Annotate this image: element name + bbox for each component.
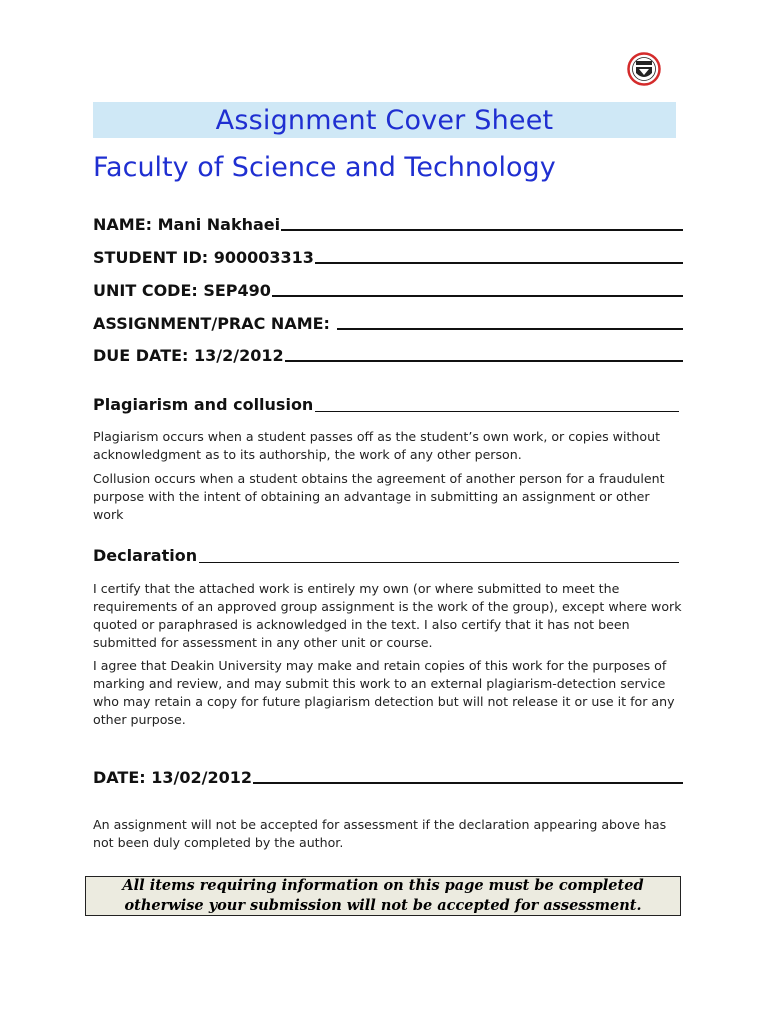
declaration-paragraph-1: I certify that the attached work is entirely my own (or where submitted to meet the requirements of an approved group assignment is the work of the group), except where work quoted or paraphrased is acknowledged in the text. I also certify that it has not been submitted for assessment in any other unit or course. <box>93 581 682 650</box>
faculty-heading: Faculty of Science and Technology <box>93 152 556 183</box>
unit-code-field <box>93 278 683 300</box>
unit-code-value: UNIT CODE: SEP490 <box>93 281 271 300</box>
plagiarism-paragraph-1: Plagiarism occurs when a student passes off as the student’s own work, or copies without acknowledgment as to its authorship, the work of any other person. <box>93 429 661 462</box>
unit-code-underline <box>272 295 683 297</box>
due-date-field <box>93 343 683 365</box>
assignment-name-underline <box>337 328 683 330</box>
plagiarism-heading-text: Plagiarism and collusion <box>93 395 314 414</box>
deakin-logo-icon <box>626 52 662 86</box>
declaration-heading <box>93 543 679 565</box>
date-value: DATE: 13/02/2012 <box>93 768 252 787</box>
name-field <box>93 212 683 234</box>
footer-note: An assignment will not be accepted for assessment if the declaration appearing above has not been duly completed by the author. <box>93 817 667 850</box>
due-date-value: DUE DATE: 13/2/2012 <box>93 346 284 365</box>
assignment-name-label: ASSIGNMENT/PRAC NAME: <box>93 314 336 333</box>
completion-notice <box>85 876 681 916</box>
date-underline <box>253 782 683 784</box>
name-underline <box>281 229 683 231</box>
date-field <box>93 765 683 787</box>
assignment-name-field <box>93 311 683 333</box>
notice-line-2: otherwise your submission will not be accepted for assessment. <box>124 897 642 914</box>
declaration-heading-rule <box>199 562 679 563</box>
title-banner <box>93 102 676 138</box>
student-id-field <box>93 245 683 267</box>
notice-line-1: All items requiring information on this page must be completed <box>122 877 644 894</box>
due-date-underline <box>285 360 683 362</box>
name-value: NAME: Mani Nakhaei <box>93 215 281 234</box>
student-id-underline <box>315 262 683 264</box>
page-title: Assignment Cover Sheet <box>215 104 554 136</box>
plagiarism-heading-rule <box>315 411 679 412</box>
declaration-paragraph-2: I agree that Deakin University may make and retain copies of this work for the purposes of marking and review, and may submit this work to an external plagiarism-detection service who may retain a copy for future plagiarism detection but will not release it or use it for any other purpose. <box>93 658 675 727</box>
plagiarism-heading <box>93 392 679 414</box>
declaration-heading-text: Declaration <box>93 546 198 565</box>
student-id-value: STUDENT ID: 900003313 <box>93 248 314 267</box>
plagiarism-paragraph-2: Collusion occurs when a student obtains the agreement of another person for a fraudulent purpose with the intent of obtaining an advantage in submitting an assignment or other work <box>93 471 665 522</box>
